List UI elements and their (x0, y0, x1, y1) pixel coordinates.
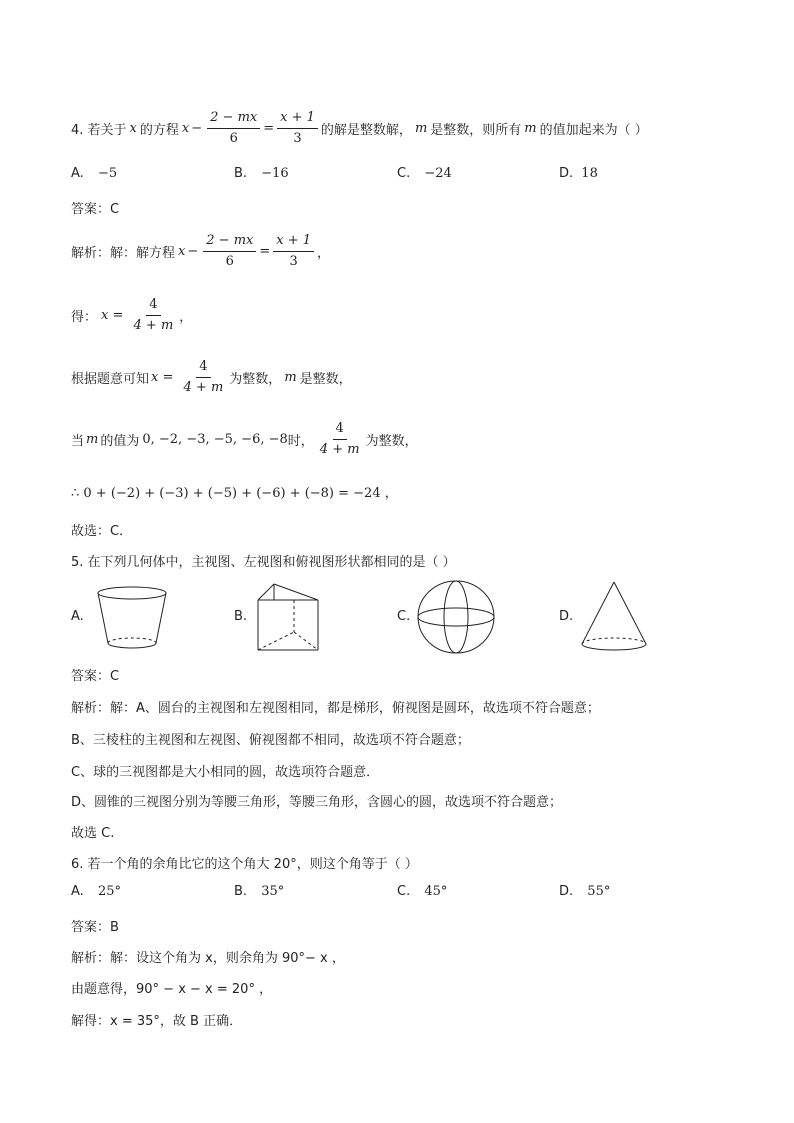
q6-solution-2: 由题意得，90° − x − x = 20° ， (71, 982, 273, 997)
fraction-numerator: x + 1 (273, 233, 314, 252)
math-minus: − (187, 244, 199, 259)
q4-conclusion: 故选：C． (71, 524, 133, 539)
q6-option-c (397, 884, 447, 899)
q6-solution-1: 解析：解：设这个角为 x，则余角为 90°− x ， (71, 951, 345, 966)
math-m: m (284, 370, 297, 385)
solution-text: ， (179, 310, 193, 325)
q5-solution-4: D、圆锥的三视图分别为等腰三角形，等腰三角形，含圆心的圆，故选项不符合题意； (71, 795, 563, 810)
solution-text: 的值为 (100, 434, 140, 449)
fraction-numerator: 2 − mx (203, 233, 256, 252)
option-value: 25° (97, 884, 121, 899)
q4-option-a (71, 166, 117, 181)
q5-solution-3: C、球的三视图都是大小相同的圆，故选项符合题意． (71, 765, 380, 780)
fraction-denominator: 3 (289, 254, 298, 269)
q4-suffix2: 是整数，则所有 (430, 123, 522, 138)
q4-suffix3: 的值加起来为（ ） (539, 123, 648, 138)
q5-option-d-label: D. (559, 609, 574, 624)
fraction-denominator: 4 + m (319, 442, 360, 457)
math-equals: = (259, 244, 271, 259)
q6-option-a (71, 884, 121, 899)
solution-text: ， (317, 246, 331, 261)
q6-option-b (234, 884, 284, 899)
option-label: D. (559, 166, 574, 181)
q6-answer: 答案：B (71, 920, 119, 935)
q5-solution-2: B、三棱柱的主视图和左视图、俯视图都不相同，故选项不符合题意； (71, 733, 470, 748)
solution-text: 时， (287, 434, 314, 449)
q4-option-c (397, 166, 452, 181)
q4-equals: = (263, 121, 275, 136)
q5-option-a-label: A. (71, 609, 84, 624)
math-x: x (151, 370, 159, 385)
solution-fraction-5 (317, 421, 363, 458)
cone-icon (578, 578, 650, 654)
q4-frac1-numerator: 2 − mx (207, 110, 260, 129)
solution-text: 解析：解：解方程 (71, 246, 176, 261)
q4-option-b (234, 166, 289, 181)
q4-solution-line2 (71, 297, 192, 334)
q4-fraction-2 (277, 110, 318, 147)
option-label: B. (234, 166, 248, 181)
math-equals: = (158, 370, 178, 385)
option-value: −24 (424, 166, 452, 181)
fraction-denominator: 4 + m (133, 318, 174, 333)
option-value: −16 (261, 166, 289, 181)
fraction-numerator: 4 (333, 421, 347, 440)
q4-frac2-denominator: 3 (293, 131, 302, 146)
q4-fraction-1 (207, 110, 260, 147)
q4-suffix1: 的解是整数解， (320, 123, 412, 138)
q5-option-b-label: B. (234, 609, 248, 624)
q4-option-d (559, 166, 598, 181)
math-equals: = (108, 308, 128, 323)
truncated-cone-icon (94, 583, 170, 653)
q5-question: 5. 在下列几何体中，主视图、左视图和俯视图形状都相同的是（ ） (71, 555, 456, 570)
option-value: 18 (581, 166, 598, 181)
solution-fraction-1 (203, 233, 256, 270)
q4-solution-line4 (71, 421, 418, 458)
q6-question: 6. 若一个角的余角比它的这个角大 20°，则这个角等于（ ） (71, 857, 418, 872)
q5-conclusion: 故选 C. (71, 826, 115, 841)
q5-option-c-label: C. (397, 609, 411, 624)
option-value: 35° (261, 884, 285, 899)
math-m: m (86, 432, 99, 447)
q4-minus: − (191, 121, 203, 136)
q5-answer: 答案：C (71, 669, 120, 684)
q4-solution-line5: ∴ 0 + (−2) + (−3) + (−5) + (−6) + (−8) = −24 ， (71, 486, 398, 501)
solution-text: 为整数， (365, 434, 418, 449)
solution-text: 根据题意可知 (71, 372, 150, 387)
q4-solution-line1 (71, 233, 330, 270)
q4-frac1-denominator: 6 (229, 131, 238, 146)
math-x: x (101, 308, 109, 323)
math-values: 0, −2, −3, −5, −6, −8 (142, 432, 288, 447)
q4-m2: m (524, 121, 537, 136)
math-x: x (178, 244, 186, 259)
option-label: A. (71, 884, 84, 899)
option-value: 55° (587, 884, 611, 899)
solution-fraction-3 (131, 297, 177, 334)
option-label: B. (234, 884, 248, 899)
solution-text: 当 (71, 434, 85, 449)
q4-solution-line3 (71, 359, 352, 396)
q4-mid1: 的方程 (139, 123, 179, 138)
q4-question (71, 110, 648, 147)
option-value: 45° (424, 884, 448, 899)
option-label: D. (559, 884, 574, 899)
sphere-icon (414, 578, 498, 656)
q5-solution-1: 解析：解：A、圆台的主视图和左视图相同，都是梯形，俯视图是圆环，故选项不符合题意； (71, 701, 600, 716)
fraction-denominator: 4 + m (183, 380, 224, 395)
fraction-denominator: 6 (225, 254, 234, 269)
q4-var-x: x (129, 121, 137, 136)
option-label: A. (71, 166, 84, 181)
solution-fraction-4 (181, 359, 227, 396)
fraction-numerator: 4 (196, 359, 210, 378)
q4-frac2-numerator: x + 1 (277, 110, 318, 129)
option-label: C. (397, 166, 411, 181)
option-value: −5 (97, 166, 118, 181)
solution-text: 为整数， (229, 372, 282, 387)
solution-text: 是整数， (299, 372, 352, 387)
q4-answer: 答案：C (71, 202, 120, 217)
q4-lhs-x: x (181, 121, 190, 136)
triangular-prism-icon (254, 580, 324, 654)
fraction-numerator: 4 (146, 297, 160, 316)
q6-option-d (559, 884, 610, 899)
solution-fraction-2 (273, 233, 314, 270)
q4-prefix: 4. 若关于 (71, 123, 127, 138)
option-label: C. (397, 884, 411, 899)
q6-solution-3: 解得：x = 35°，故 B 正确． (71, 1014, 243, 1029)
solution-text: 得： (71, 310, 98, 325)
q4-m1: m (414, 121, 428, 136)
